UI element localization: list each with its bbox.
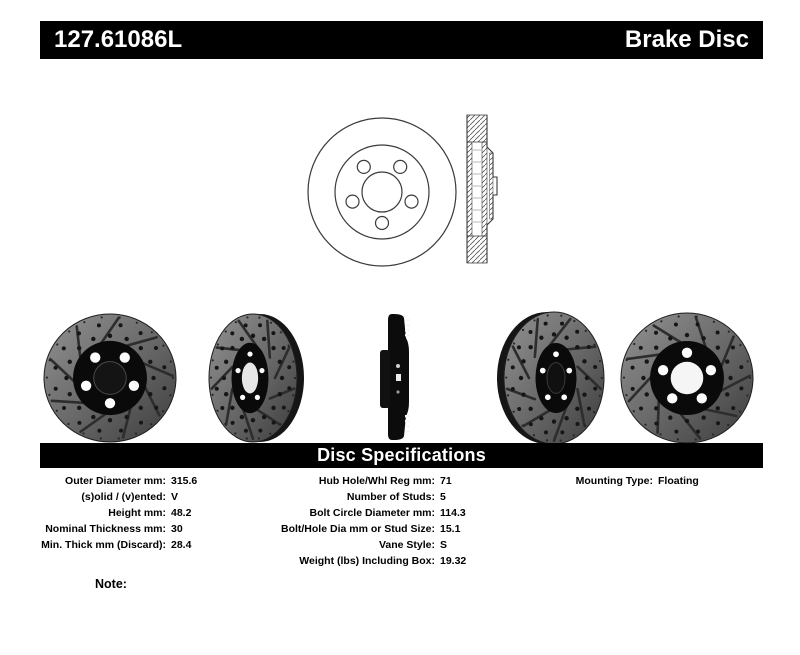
spec-label: Number of Studs:: [346, 491, 435, 503]
table-row: [240, 537, 466, 553]
table-row: [0, 473, 197, 489]
product-type-label: Brake Disc: [624, 26, 749, 53]
note-label: Note:: [95, 577, 127, 591]
spec-label: Weight (lbs) Including Box:: [299, 555, 435, 567]
edge-rotor-slot-highlight: [396, 374, 401, 381]
spec-label: Height mm:: [108, 507, 166, 519]
spec-label: Vane Style:: [378, 539, 435, 551]
spec-section-header: [40, 443, 763, 468]
spec-value: 19.32: [440, 555, 467, 567]
part-number: 127.61086L: [54, 26, 183, 53]
edge-rotor-highlight: [396, 390, 399, 393]
edge-rotor-hub: [380, 350, 390, 408]
rotor-section-drawing: [467, 115, 497, 263]
table-row: [240, 505, 466, 521]
spec-value: 315.6: [171, 475, 198, 487]
spec-label: Mounting Type:: [575, 475, 653, 487]
table-row: [0, 521, 197, 537]
spec-label: Bolt Circle Diameter mm:: [309, 507, 435, 519]
spec-value: 30: [171, 523, 183, 535]
spec-label: Outer Diameter mm:: [65, 475, 166, 487]
table-row: [0, 489, 197, 505]
table-row: [520, 473, 699, 489]
header-bar: [40, 21, 763, 59]
spec-value: 15.1: [440, 523, 461, 535]
spec-column-left: [0, 473, 197, 553]
product-photo-front-left: [35, 308, 185, 448]
spec-value: 28.4: [171, 539, 192, 551]
technical-drawing: [280, 90, 520, 290]
table-row: [240, 553, 466, 569]
spec-value: 48.2: [171, 507, 192, 519]
spec-label: (s)olid / (v)ented:: [81, 491, 166, 503]
spec-value: V: [171, 491, 179, 503]
spec-column-middle: [240, 473, 466, 569]
product-photo-angled-right: [479, 308, 629, 448]
spec-value: 71: [440, 475, 452, 487]
product-photo-edge-view: [378, 312, 422, 442]
table-row: [240, 473, 466, 489]
table-row: [240, 521, 466, 537]
table-row: [240, 489, 466, 505]
table-row: [0, 537, 197, 553]
spec-section-title: Disc Specifications: [317, 445, 486, 465]
spec-label: Nominal Thickness mm:: [45, 523, 166, 535]
spec-column-right: [520, 473, 699, 489]
rotor-front-drawing: [308, 118, 456, 266]
spec-label: Min. Thick mm (Discard):: [41, 539, 166, 551]
product-photo-angled-left: [178, 308, 328, 448]
spec-value: S: [440, 539, 448, 551]
spec-value: Floating: [658, 475, 699, 487]
product-photo-front-right: [612, 308, 762, 448]
spec-value: 114.3: [440, 507, 466, 519]
spec-label: Hub Hole/Whl Reg mm:: [318, 475, 435, 487]
spec-label: Bolt/Hole Dia mm or Stud Size:: [280, 523, 435, 535]
edge-rotor-highlight: [396, 364, 400, 368]
spec-value: 5: [440, 491, 446, 503]
table-row: [0, 505, 197, 521]
